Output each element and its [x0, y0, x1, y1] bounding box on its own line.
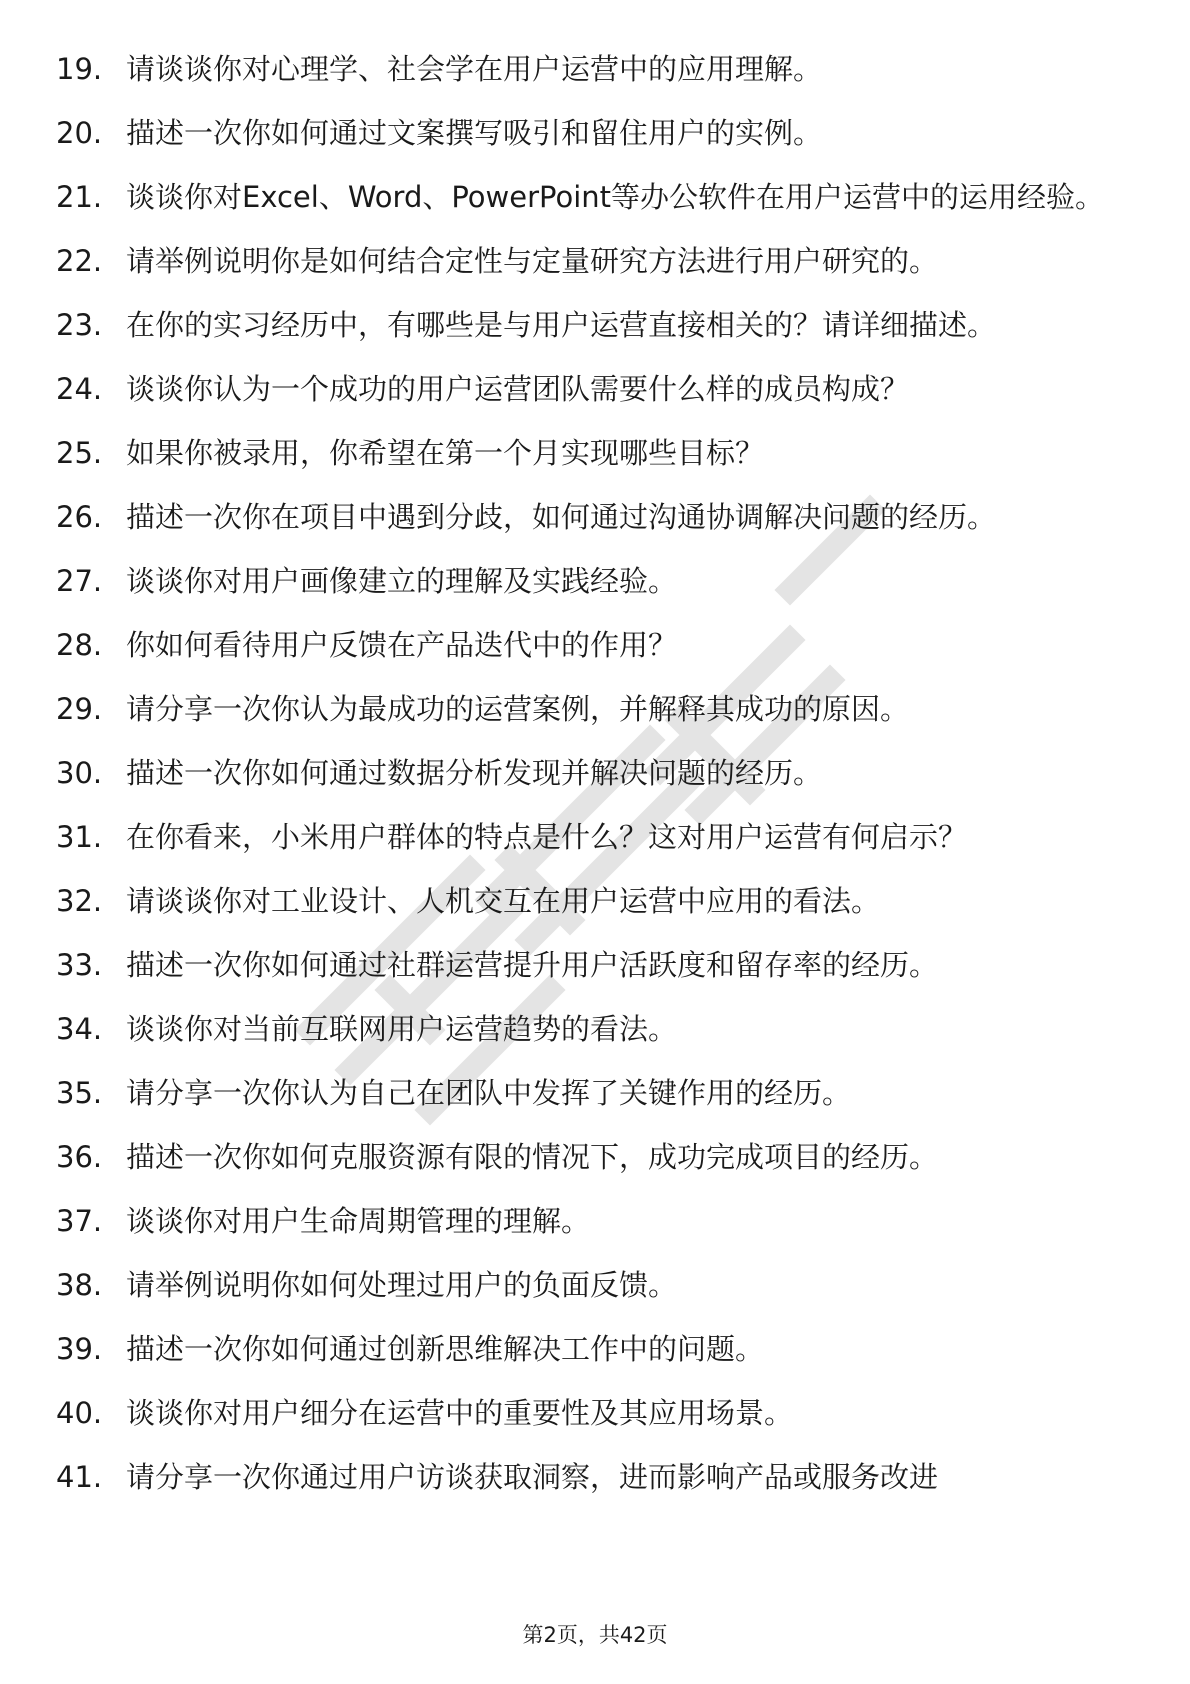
question-text: 请分享一次你通过用户访谈获取洞察，进而影响产品或服务改进 — [126, 1460, 939, 1494]
question-text: 如果你被录用，你希望在第一个月实现哪些目标？ — [126, 436, 765, 470]
question-number: 40. — [56, 1396, 103, 1430]
question-number: 36. — [56, 1140, 103, 1174]
question-number: 21. — [56, 180, 103, 214]
question-text: 谈谈你对用户画像建立的理解及实践经验。 — [126, 564, 678, 598]
question-item — [0, 624, 1190, 666]
question-number: 41. — [56, 1460, 103, 1494]
question-number: 28. — [56, 628, 103, 662]
question-item — [0, 1200, 1190, 1242]
question-item — [0, 48, 1190, 90]
question-text: 请举例说明你如何处理过用户的负面反馈。 — [126, 1268, 678, 1302]
question-item — [0, 240, 1190, 282]
question-list — [0, 48, 1190, 1520]
question-item — [0, 1264, 1190, 1306]
question-number: 23. — [56, 308, 103, 342]
question-text: 请分享一次你认为最成功的运营案例，并解释其成功的原因。 — [126, 692, 910, 726]
question-text: 谈谈你对用户细分在运营中的重要性及其应用场景。 — [126, 1396, 794, 1430]
question-item — [0, 112, 1190, 154]
page-footer: 第2页，共42页 — [522, 1623, 668, 1647]
question-text: 请分享一次你认为自己在团队中发挥了关键作用的经历。 — [126, 1076, 852, 1110]
question-number: 34. — [56, 1012, 103, 1046]
question-number: 30. — [56, 756, 103, 790]
question-text: 请谈谈你对心理学、社会学在用户运营中的应用理解。 — [126, 52, 823, 86]
question-text: 描述一次你如何通过创新思维解决工作中的问题。 — [126, 1332, 765, 1366]
question-item — [0, 944, 1190, 986]
question-text: 描述一次你如何通过社群运营提升用户活跃度和留存率的经历。 — [126, 948, 939, 982]
question-text: 描述一次你如何通过文案撰写吸引和留住用户的实例。 — [126, 116, 823, 150]
question-item — [0, 496, 1190, 538]
question-item — [0, 752, 1190, 794]
question-item — [0, 1456, 1190, 1498]
question-item — [0, 688, 1190, 730]
question-number: 33. — [56, 948, 103, 982]
question-number: 32. — [56, 884, 103, 918]
question-number: 39. — [56, 1332, 103, 1366]
question-text: 在你看来，小米用户群体的特点是什么？这对用户运营有何启示？ — [126, 820, 968, 854]
question-text: 在你的实习经历中，有哪些是与用户运营直接相关的？请详细描述。 — [126, 308, 997, 342]
question-number: 24. — [56, 372, 103, 406]
question-item — [0, 816, 1190, 858]
question-number: 19. — [56, 52, 103, 86]
question-text: 谈谈你认为一个成功的用户运营团队需要什么样的成员构成？ — [126, 372, 910, 406]
question-item — [0, 1072, 1190, 1114]
question-number: 27. — [56, 564, 103, 598]
question-item — [0, 1136, 1190, 1178]
question-text: 请谈谈你对工业设计、人机交互在用户运营中应用的看法。 — [126, 884, 881, 918]
question-number: 20. — [56, 116, 103, 150]
question-number: 37. — [56, 1204, 103, 1238]
question-text: 请举例说明你是如何结合定性与定量研究方法进行用户研究的。 — [126, 244, 939, 278]
question-item — [0, 1392, 1190, 1434]
question-text: 描述一次你在项目中遇到分歧，如何通过沟通协调解决问题的经历。 — [126, 500, 997, 534]
question-item — [0, 304, 1190, 346]
question-number: 25. — [56, 436, 103, 470]
question-item — [0, 432, 1190, 474]
question-number: 38. — [56, 1268, 103, 1302]
question-text: 描述一次你如何通过数据分析发现并解决问题的经历。 — [126, 756, 823, 790]
question-number: 26. — [56, 500, 103, 534]
question-item — [0, 1008, 1190, 1050]
question-item — [0, 176, 1190, 218]
question-item — [0, 1328, 1190, 1370]
question-text: 谈谈你对当前互联网用户运营趋势的看法。 — [126, 1012, 678, 1046]
question-number: 29. — [56, 692, 103, 726]
question-text: 描述一次你如何克服资源有限的情况下，成功完成项目的经历。 — [126, 1140, 939, 1174]
question-item — [0, 368, 1190, 410]
question-number: 35. — [56, 1076, 103, 1110]
question-number: 31. — [56, 820, 103, 854]
question-item — [0, 880, 1190, 922]
question-number: 22. — [56, 244, 103, 278]
question-text: 你如何看待用户反馈在产品迭代中的作用？ — [126, 628, 678, 662]
question-item — [0, 560, 1190, 602]
question-text: 谈谈你对用户生命周期管理的理解。 — [126, 1204, 591, 1238]
question-text: 谈谈你对Excel、Word、PowerPoint等办公软件在用户运营中的运用经验。 — [126, 180, 1105, 214]
